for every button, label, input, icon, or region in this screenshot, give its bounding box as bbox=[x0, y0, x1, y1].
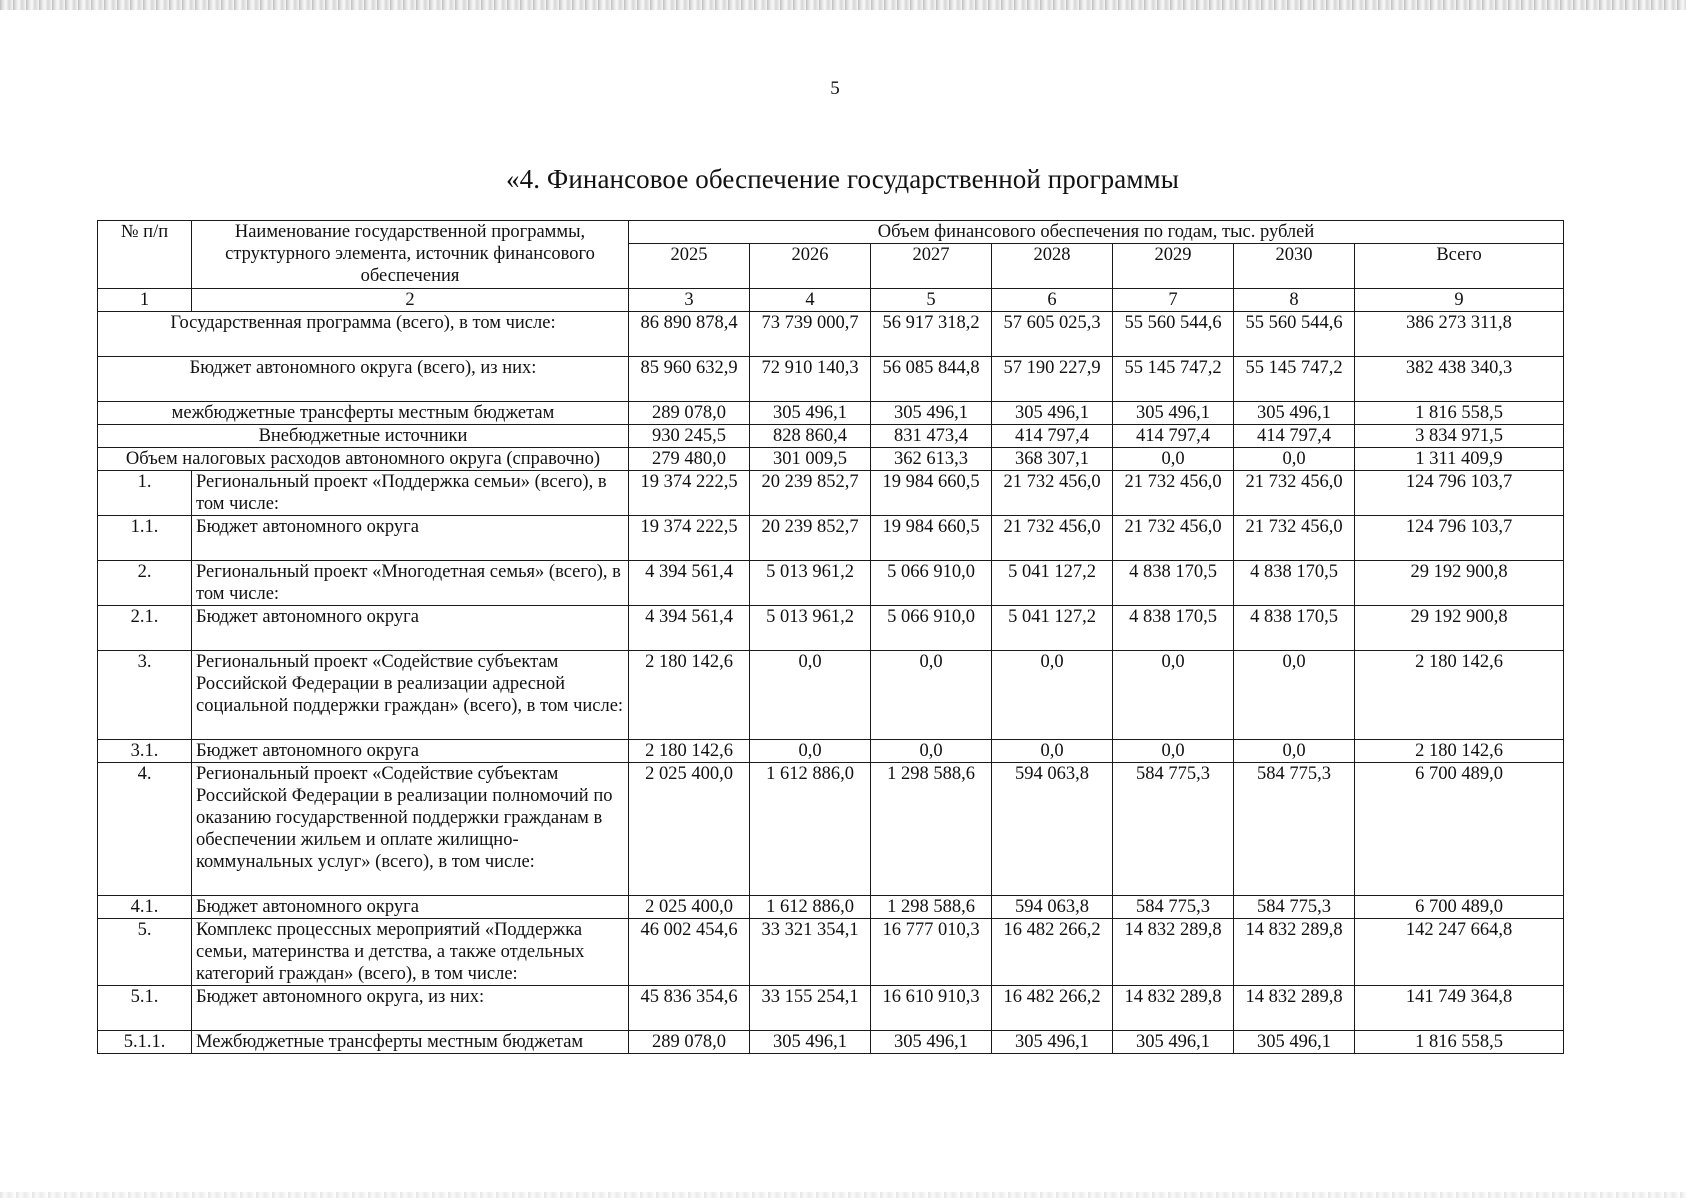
year-value: 362 613,3 bbox=[871, 448, 992, 471]
total-value: 142 247 664,8 bbox=[1355, 919, 1564, 986]
row-number: 4. bbox=[98, 763, 192, 896]
year-value: 86 890 878,4 bbox=[629, 312, 750, 357]
year-value: 584 775,3 bbox=[1234, 763, 1355, 896]
year-value: 305 496,1 bbox=[992, 402, 1113, 425]
header-year: 2030 bbox=[1234, 244, 1355, 289]
row-number: 3.1. bbox=[98, 740, 192, 763]
scan-edge-bottom bbox=[0, 1192, 1686, 1198]
column-index: 1 bbox=[98, 289, 192, 312]
row-number: 3. bbox=[98, 651, 192, 740]
row-name: Межбюджетные трансферты местным бюджетам bbox=[192, 1031, 629, 1054]
year-value: 55 560 544,6 bbox=[1234, 312, 1355, 357]
total-value: 124 796 103,7 bbox=[1355, 516, 1564, 561]
year-value: 14 832 289,8 bbox=[1113, 919, 1234, 986]
summary-label: Объем налоговых расходов автономного округа (справочно) bbox=[98, 448, 629, 471]
year-value: 2 025 400,0 bbox=[629, 763, 750, 896]
column-index: 4 bbox=[750, 289, 871, 312]
year-value: 21 732 456,0 bbox=[1113, 516, 1234, 561]
year-value: 57 605 025,3 bbox=[992, 312, 1113, 357]
year-value: 305 496,1 bbox=[750, 402, 871, 425]
year-value: 2 180 142,6 bbox=[629, 651, 750, 740]
year-value: 14 832 289,8 bbox=[1234, 919, 1355, 986]
year-value: 594 063,8 bbox=[992, 763, 1113, 896]
year-value: 0,0 bbox=[871, 740, 992, 763]
year-value: 305 496,1 bbox=[1113, 402, 1234, 425]
year-value: 584 775,3 bbox=[1234, 896, 1355, 919]
header-name: Наименование государственной программы, структурного элемента, источник финансового обеспечения bbox=[192, 221, 629, 289]
table-row bbox=[98, 471, 1564, 516]
summary-row bbox=[98, 312, 1564, 357]
total-value: 29 192 900,8 bbox=[1355, 606, 1564, 651]
column-index: 2 bbox=[192, 289, 629, 312]
year-value: 930 245,5 bbox=[629, 425, 750, 448]
year-value: 55 145 747,2 bbox=[1234, 357, 1355, 402]
year-value: 0,0 bbox=[992, 740, 1113, 763]
table-row bbox=[98, 896, 1564, 919]
total-value: 2 180 142,6 bbox=[1355, 740, 1564, 763]
row-name: Региональный проект «Содействие субъектам Российской Федерации в реализации полномочий по оказанию государственной поддержки гражданам в обеспечении жильем и оплате жилищно-коммунальных услуг» (всего), в том числе: bbox=[192, 763, 629, 896]
row-number: 4.1. bbox=[98, 896, 192, 919]
summary-label: Внебюджетные источники bbox=[98, 425, 629, 448]
year-value: 5 066 910,0 bbox=[871, 606, 992, 651]
year-value: 0,0 bbox=[1113, 651, 1234, 740]
year-value: 5 013 961,2 bbox=[750, 561, 871, 606]
year-value: 21 732 456,0 bbox=[992, 516, 1113, 561]
table-row bbox=[98, 763, 1564, 896]
total-value: 1 311 409,9 bbox=[1355, 448, 1564, 471]
year-value: 279 480,0 bbox=[629, 448, 750, 471]
year-value: 1 612 886,0 bbox=[750, 763, 871, 896]
year-value: 4 838 170,5 bbox=[1234, 561, 1355, 606]
summary-row bbox=[98, 357, 1564, 402]
row-name: Бюджет автономного округа bbox=[192, 740, 629, 763]
total-value: 386 273 311,8 bbox=[1355, 312, 1564, 357]
year-value: 45 836 354,6 bbox=[629, 986, 750, 1031]
row-number: 2. bbox=[98, 561, 192, 606]
year-value: 21 732 456,0 bbox=[1234, 471, 1355, 516]
document-title: «4. Финансовое обеспечение государственной программы bbox=[506, 164, 1179, 194]
year-value: 16 610 910,3 bbox=[871, 986, 992, 1031]
year-value: 368 307,1 bbox=[992, 448, 1113, 471]
year-value: 33 321 354,1 bbox=[750, 919, 871, 986]
year-value: 4 838 170,5 bbox=[1113, 561, 1234, 606]
year-value: 0,0 bbox=[1113, 740, 1234, 763]
year-value: 85 960 632,9 bbox=[629, 357, 750, 402]
header-total: Всего bbox=[1355, 244, 1564, 289]
header-year: 2026 bbox=[750, 244, 871, 289]
year-value: 5 041 127,2 bbox=[992, 606, 1113, 651]
total-value: 141 749 364,8 bbox=[1355, 986, 1564, 1031]
year-value: 73 739 000,7 bbox=[750, 312, 871, 357]
year-value: 0,0 bbox=[871, 651, 992, 740]
header-year: 2028 bbox=[992, 244, 1113, 289]
year-value: 831 473,4 bbox=[871, 425, 992, 448]
year-value: 19 374 222,5 bbox=[629, 471, 750, 516]
year-value: 0,0 bbox=[750, 651, 871, 740]
year-value: 4 838 170,5 bbox=[1113, 606, 1234, 651]
summary-row bbox=[98, 425, 1564, 448]
total-value: 1 816 558,5 bbox=[1355, 1031, 1564, 1054]
row-number: 5. bbox=[98, 919, 192, 986]
total-value: 2 180 142,6 bbox=[1355, 651, 1564, 740]
year-value: 46 002 454,6 bbox=[629, 919, 750, 986]
year-value: 33 155 254,1 bbox=[750, 986, 871, 1031]
year-value: 21 732 456,0 bbox=[1234, 516, 1355, 561]
year-value: 14 832 289,8 bbox=[1234, 986, 1355, 1031]
year-value: 5 041 127,2 bbox=[992, 561, 1113, 606]
row-number: 1. bbox=[98, 471, 192, 516]
table-row bbox=[98, 986, 1564, 1031]
total-value: 1 816 558,5 bbox=[1355, 402, 1564, 425]
summary-label: Государственная программа (всего), в том числе: bbox=[98, 312, 629, 357]
row-name: Бюджет автономного округа, из них: bbox=[192, 986, 629, 1031]
column-index: 5 bbox=[871, 289, 992, 312]
year-value: 0,0 bbox=[1113, 448, 1234, 471]
year-value: 19 984 660,5 bbox=[871, 471, 992, 516]
scan-edge-top bbox=[0, 0, 1686, 10]
header-year: 2027 bbox=[871, 244, 992, 289]
year-value: 20 239 852,7 bbox=[750, 471, 871, 516]
total-value: 6 700 489,0 bbox=[1355, 896, 1564, 919]
year-value: 57 190 227,9 bbox=[992, 357, 1113, 402]
total-value: 29 192 900,8 bbox=[1355, 561, 1564, 606]
row-name: Бюджет автономного округа bbox=[192, 896, 629, 919]
summary-label: Бюджет автономного округа (всего), из них: bbox=[98, 357, 629, 402]
year-value: 2 180 142,6 bbox=[629, 740, 750, 763]
column-index: 9 bbox=[1355, 289, 1564, 312]
summary-row bbox=[98, 402, 1564, 425]
year-value: 0,0 bbox=[1234, 651, 1355, 740]
year-value: 56 917 318,2 bbox=[871, 312, 992, 357]
summary-row bbox=[98, 448, 1564, 471]
year-value: 305 496,1 bbox=[871, 1031, 992, 1054]
year-value: 19 374 222,5 bbox=[629, 516, 750, 561]
year-value: 5 066 910,0 bbox=[871, 561, 992, 606]
total-value: 6 700 489,0 bbox=[1355, 763, 1564, 896]
year-value: 305 496,1 bbox=[1113, 1031, 1234, 1054]
year-value: 305 496,1 bbox=[1234, 402, 1355, 425]
table-row bbox=[98, 516, 1564, 561]
header-year: 2029 bbox=[1113, 244, 1234, 289]
row-name: Бюджет автономного округа bbox=[192, 516, 629, 561]
column-index: 6 bbox=[992, 289, 1113, 312]
year-value: 0,0 bbox=[1234, 740, 1355, 763]
row-number: 1.1. bbox=[98, 516, 192, 561]
year-value: 414 797,4 bbox=[1234, 425, 1355, 448]
year-value: 20 239 852,7 bbox=[750, 516, 871, 561]
year-value: 55 145 747,2 bbox=[1113, 357, 1234, 402]
column-index-row bbox=[98, 289, 1564, 312]
year-value: 4 394 561,4 bbox=[629, 561, 750, 606]
table-row bbox=[98, 606, 1564, 651]
year-value: 828 860,4 bbox=[750, 425, 871, 448]
year-value: 0,0 bbox=[750, 740, 871, 763]
column-index: 3 bbox=[629, 289, 750, 312]
header-num: № п/п bbox=[98, 221, 192, 289]
row-number: 2.1. bbox=[98, 606, 192, 651]
column-index: 7 bbox=[1113, 289, 1234, 312]
row-name: Комплекс процессных мероприятий «Поддержка семьи, материнства и детства, а также отдельных категорий граждан» (всего), в том числе: bbox=[192, 919, 629, 986]
year-value: 55 560 544,6 bbox=[1113, 312, 1234, 357]
table-row bbox=[98, 561, 1564, 606]
year-value: 594 063,8 bbox=[992, 896, 1113, 919]
year-value: 72 910 140,3 bbox=[750, 357, 871, 402]
table-row bbox=[98, 740, 1564, 763]
year-value: 289 078,0 bbox=[629, 402, 750, 425]
year-value: 1 612 886,0 bbox=[750, 896, 871, 919]
table-row bbox=[98, 651, 1564, 740]
year-value: 16 482 266,2 bbox=[992, 919, 1113, 986]
total-value: 124 796 103,7 bbox=[1355, 471, 1564, 516]
table-row bbox=[98, 1031, 1564, 1054]
year-value: 305 496,1 bbox=[750, 1031, 871, 1054]
year-value: 14 832 289,8 bbox=[1113, 986, 1234, 1031]
year-value: 0,0 bbox=[992, 651, 1113, 740]
financing-table bbox=[97, 220, 1564, 1054]
table-row bbox=[98, 919, 1564, 986]
year-value: 21 732 456,0 bbox=[992, 471, 1113, 516]
total-value: 382 438 340,3 bbox=[1355, 357, 1564, 402]
year-value: 5 013 961,2 bbox=[750, 606, 871, 651]
year-value: 305 496,1 bbox=[992, 1031, 1113, 1054]
header-year: 2025 bbox=[629, 244, 750, 289]
year-value: 2 025 400,0 bbox=[629, 896, 750, 919]
year-value: 414 797,4 bbox=[992, 425, 1113, 448]
year-value: 4 838 170,5 bbox=[1234, 606, 1355, 651]
row-number: 5.1. bbox=[98, 986, 192, 1031]
year-value: 19 984 660,5 bbox=[871, 516, 992, 561]
year-value: 16 777 010,3 bbox=[871, 919, 992, 986]
year-value: 289 078,0 bbox=[629, 1031, 750, 1054]
year-value: 16 482 266,2 bbox=[992, 986, 1113, 1031]
column-index: 8 bbox=[1234, 289, 1355, 312]
year-value: 584 775,3 bbox=[1113, 896, 1234, 919]
year-value: 301 009,5 bbox=[750, 448, 871, 471]
year-value: 414 797,4 bbox=[1113, 425, 1234, 448]
year-value: 21 732 456,0 bbox=[1113, 471, 1234, 516]
year-value: 4 394 561,4 bbox=[629, 606, 750, 651]
header-years-group: Объем финансового обеспечения по годам, тыс. рублей bbox=[629, 221, 1564, 244]
row-name: Бюджет автономного округа bbox=[192, 606, 629, 651]
year-value: 56 085 844,8 bbox=[871, 357, 992, 402]
row-number: 5.1.1. bbox=[98, 1031, 192, 1054]
row-name: Региональный проект «Содействие субъектам Российской Федерации в реализации адресной социальной поддержки граждан» (всего), в том числе: bbox=[192, 651, 629, 740]
year-value: 0,0 bbox=[1234, 448, 1355, 471]
year-value: 584 775,3 bbox=[1113, 763, 1234, 896]
row-name: Региональный проект «Поддержка семьи» (всего), в том числе: bbox=[192, 471, 629, 516]
total-value: 3 834 971,5 bbox=[1355, 425, 1564, 448]
page-number: 5 bbox=[830, 78, 840, 99]
year-value: 1 298 588,6 bbox=[871, 763, 992, 896]
row-name: Региональный проект «Многодетная семья» (всего), в том числе: bbox=[192, 561, 629, 606]
year-value: 305 496,1 bbox=[871, 402, 992, 425]
summary-label: межбюджетные трансферты местным бюджетам bbox=[98, 402, 629, 425]
year-value: 1 298 588,6 bbox=[871, 896, 992, 919]
year-value: 305 496,1 bbox=[1234, 1031, 1355, 1054]
